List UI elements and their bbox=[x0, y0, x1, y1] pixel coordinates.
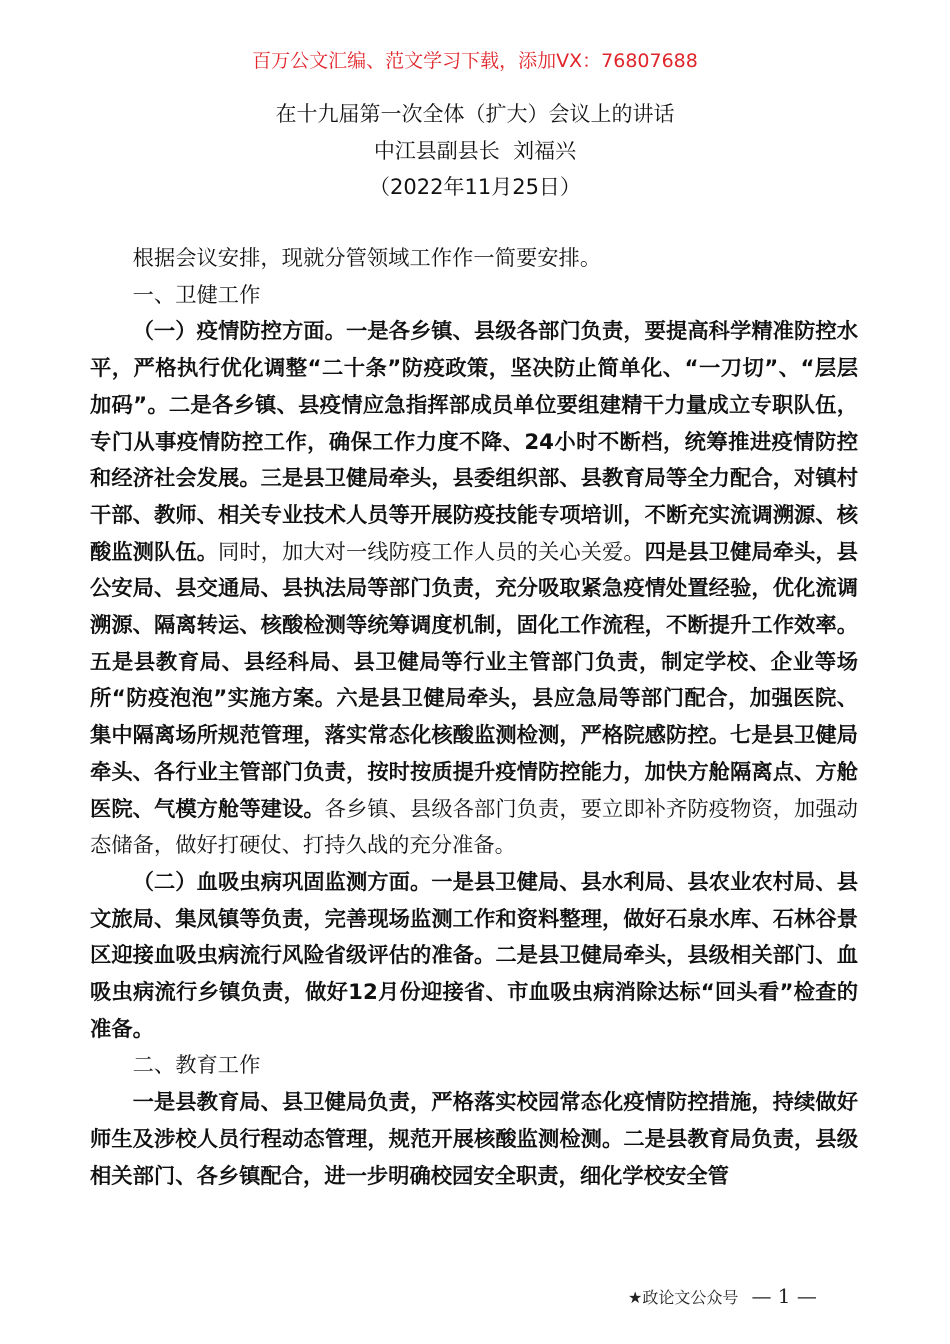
document-body bbox=[90, 241, 858, 1195]
document-title: 在十九届第一次全体（扩大）会议上的讲话 bbox=[275, 102, 675, 126]
heading-text: 一、卫健工作 bbox=[132, 282, 261, 308]
watermark-banner: 百万公文汇编、范文学习下载，添加VX：76807688 bbox=[252, 50, 698, 72]
date-line: （2022年11月25日） bbox=[369, 175, 581, 199]
bold-text: 四是县卫健局牵头，县公安局、县交通局、县执法局等部门负责，充分吸取紧急疫情处置经验，优化流调溯源、隔离转运、核酸检测等统筹调度机制，固化工作流程，不断提升工作效率。五是县教育局、县经科局、县卫健局等行业主管部门负责，制定学校、企业等场所“防疫泡泡”实施方案。六是县卫健局牵头，县应急局等部门配合，加强医院、集中隔离场所规范管理，落实常态化核酸监测检测，严格院感防控。七是县卫健局牵头、各行业主管部门负责，按时按质提升疫情防控能力，加快方舱隔离点、方舱医院、气模方舱等建设。 bbox=[90, 539, 858, 822]
schistosomiasis-paragraph bbox=[90, 865, 858, 1049]
section-heading-health bbox=[90, 278, 858, 315]
intro-paragraph bbox=[90, 241, 858, 278]
speaker-line: 中江县副县长 刘福兴 bbox=[373, 139, 577, 163]
paragraph-text: 同时，加大对一线防疫工作人员的关心关爱。 bbox=[218, 539, 645, 565]
epidemic-control-paragraph bbox=[90, 314, 858, 865]
heading-text: 二、教育工作 bbox=[132, 1053, 261, 1079]
bold-text: （一）疫情防控方面。一是各乡镇、县级各部门负责，要提高科学精准防控水平，严格执行优化调整“二十条”防疫政策，坚决防止简单化、“一刀切”、“层层加码”。二是各乡镇、县疫情应急指挥部成员单位要组建精干力量成立专职队伍，专门从事疫情防控工作，确保工作力度不降、24小时不断档，统筹推进疫情防控和经济社会发展。三是县卫健局牵头，县委组织部、县教育局等全力配合，对镇村干部、教师、相关专业技术人员等开展防疫技能专项培训，不断充实流调溯源、核酸监测队伍。 bbox=[90, 319, 858, 565]
education-paragraph bbox=[90, 1085, 858, 1195]
bold-text: 一是县教育局、县卫健局负责，严格落实校园常态化疫情防控措施，持续做好师生及涉校人员行程动态管理，规范开展核酸监测检测。二是县教育局负责，县级相关部门、各乡镇配合，进一步明确校园安全职责，细化学校安全管 bbox=[90, 1090, 858, 1189]
page-footer bbox=[628, 1284, 817, 1308]
paragraph-text: 根据会议安排，现就分管领域工作作一简要安排。 bbox=[132, 246, 602, 271]
page-number: — 1 — bbox=[751, 1284, 817, 1308]
footer-source: ★政论文公众号 bbox=[628, 1288, 739, 1307]
paragraph-text: 各乡镇、县级各部门负责，要立即补齐防疫物资，加强动态储备，做好打硬仗、打持久战的充分准备。 bbox=[90, 796, 858, 859]
section-heading-education bbox=[90, 1048, 858, 1085]
bold-text: （二）血吸虫病巩固监测方面。一是县卫健局、县水利局、县农业农村局、县文旅局、集凤镇等负责，完善现场监测工作和资料整理，做好石泉水库、石林谷景区迎接血吸虫病流行风险省级评估的准备。二是县卫健局牵头，县级相关部门、血吸虫病流行乡镇负责，做好12月份迎接省、市血吸虫病消除达标“回头看”检查的准备。 bbox=[90, 869, 858, 1042]
